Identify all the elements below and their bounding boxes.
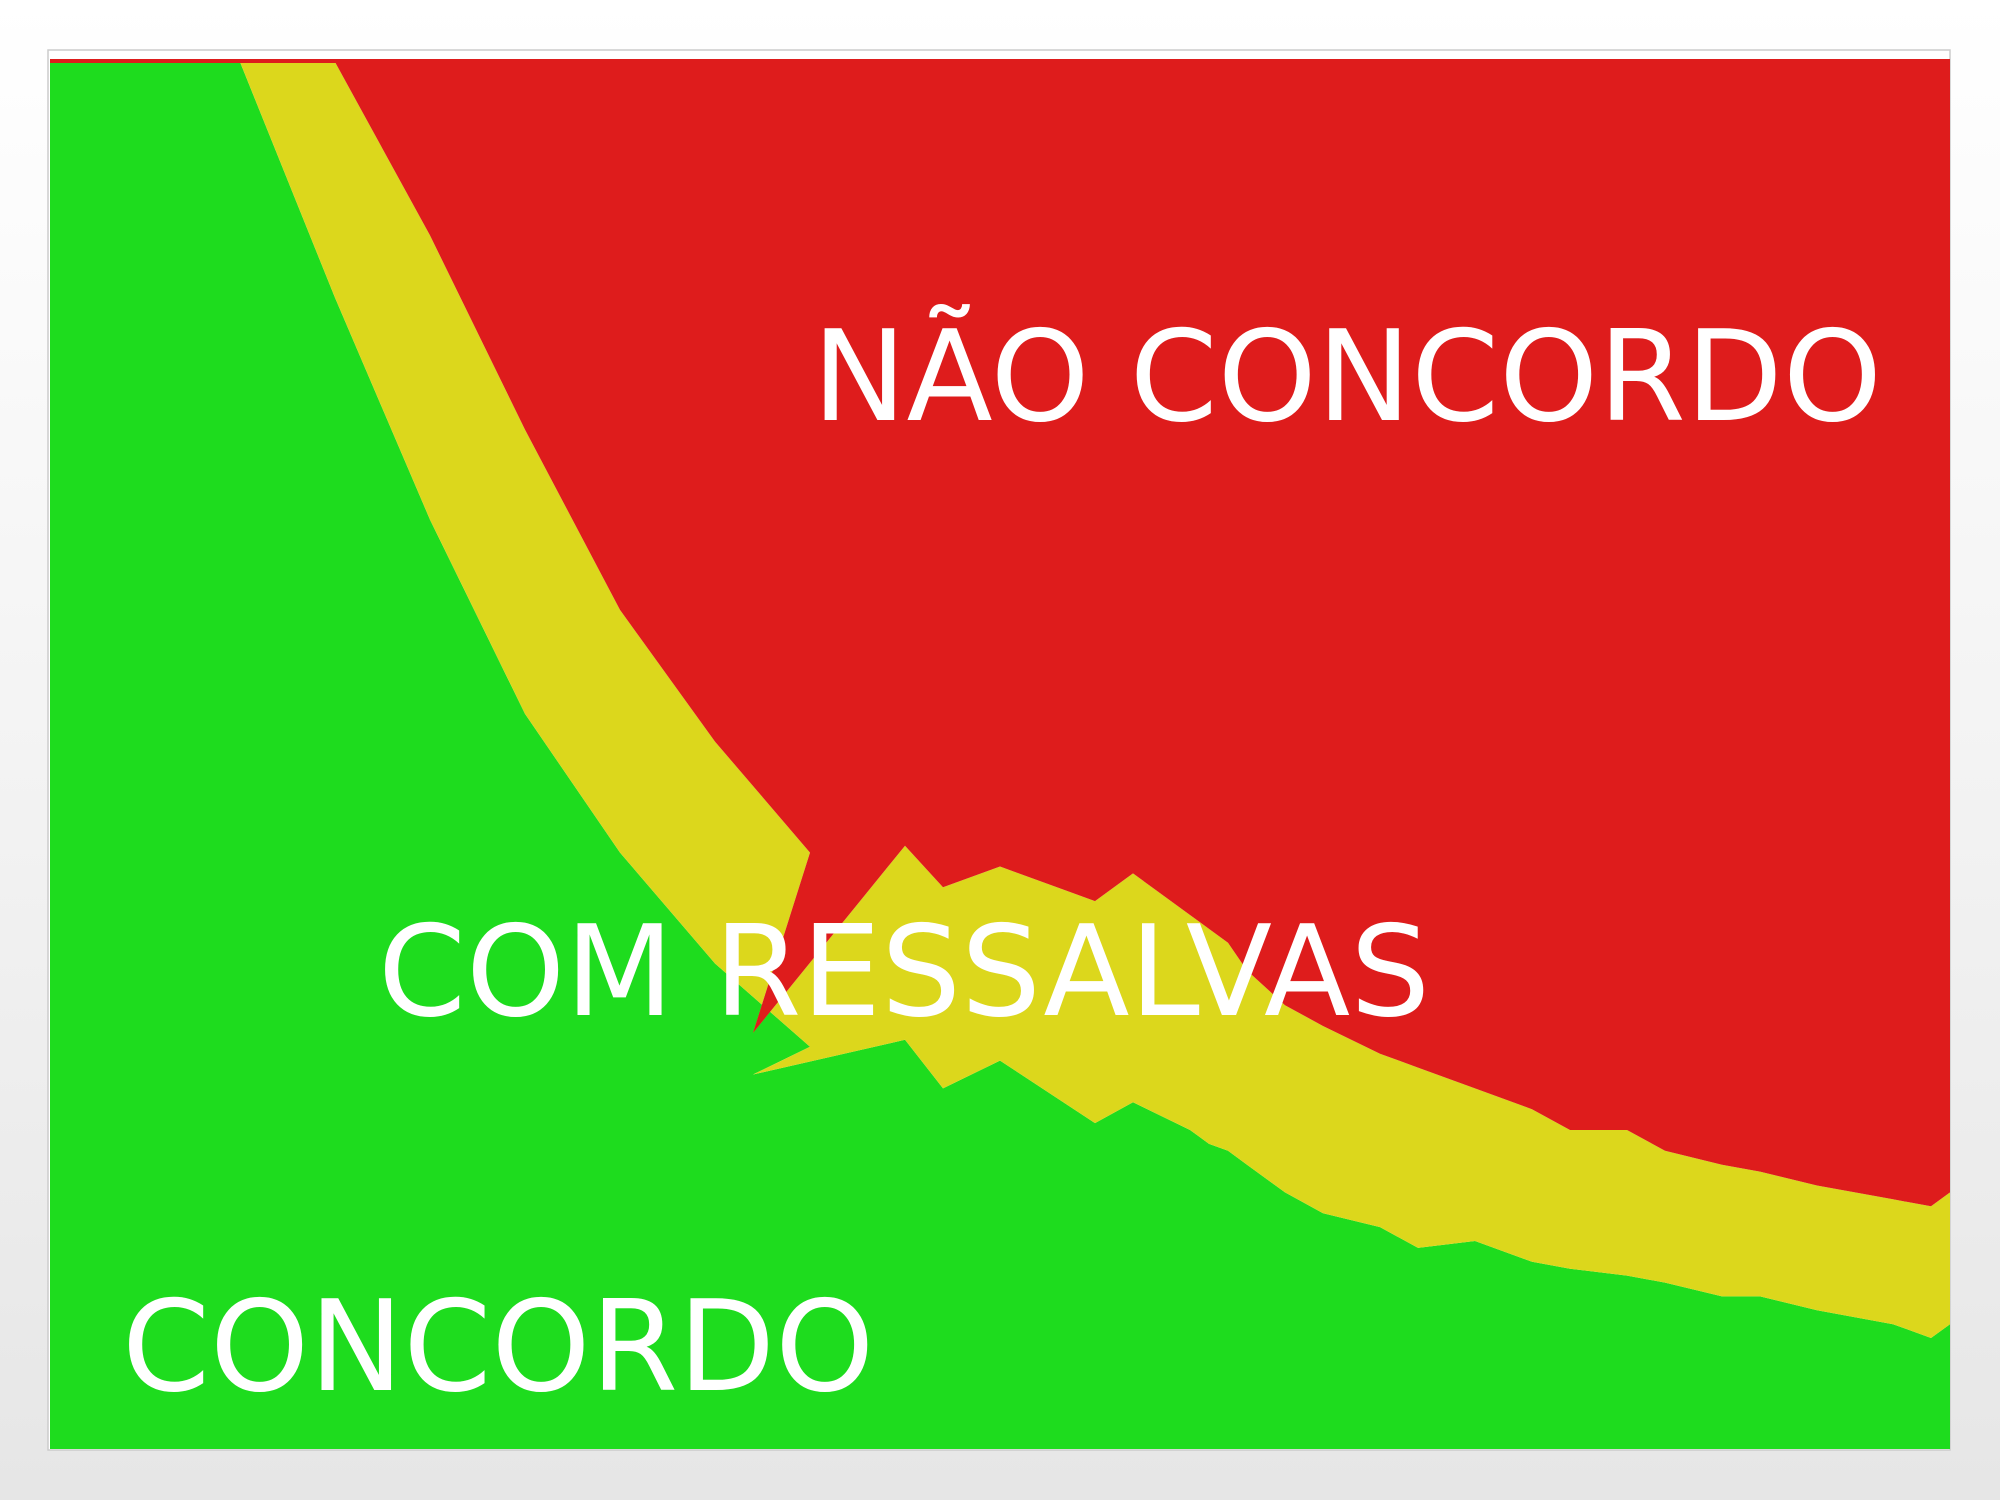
top-edge-strip — [50, 59, 1950, 63]
annotation-nao-concordo: NÃO CONCORDO — [812, 303, 1882, 450]
annotation-concordo: CONCORDO — [122, 1273, 875, 1420]
annotation-com-ressalvas: COM RESSALVAS — [378, 898, 1431, 1045]
series-layer — [50, 59, 1950, 1449]
